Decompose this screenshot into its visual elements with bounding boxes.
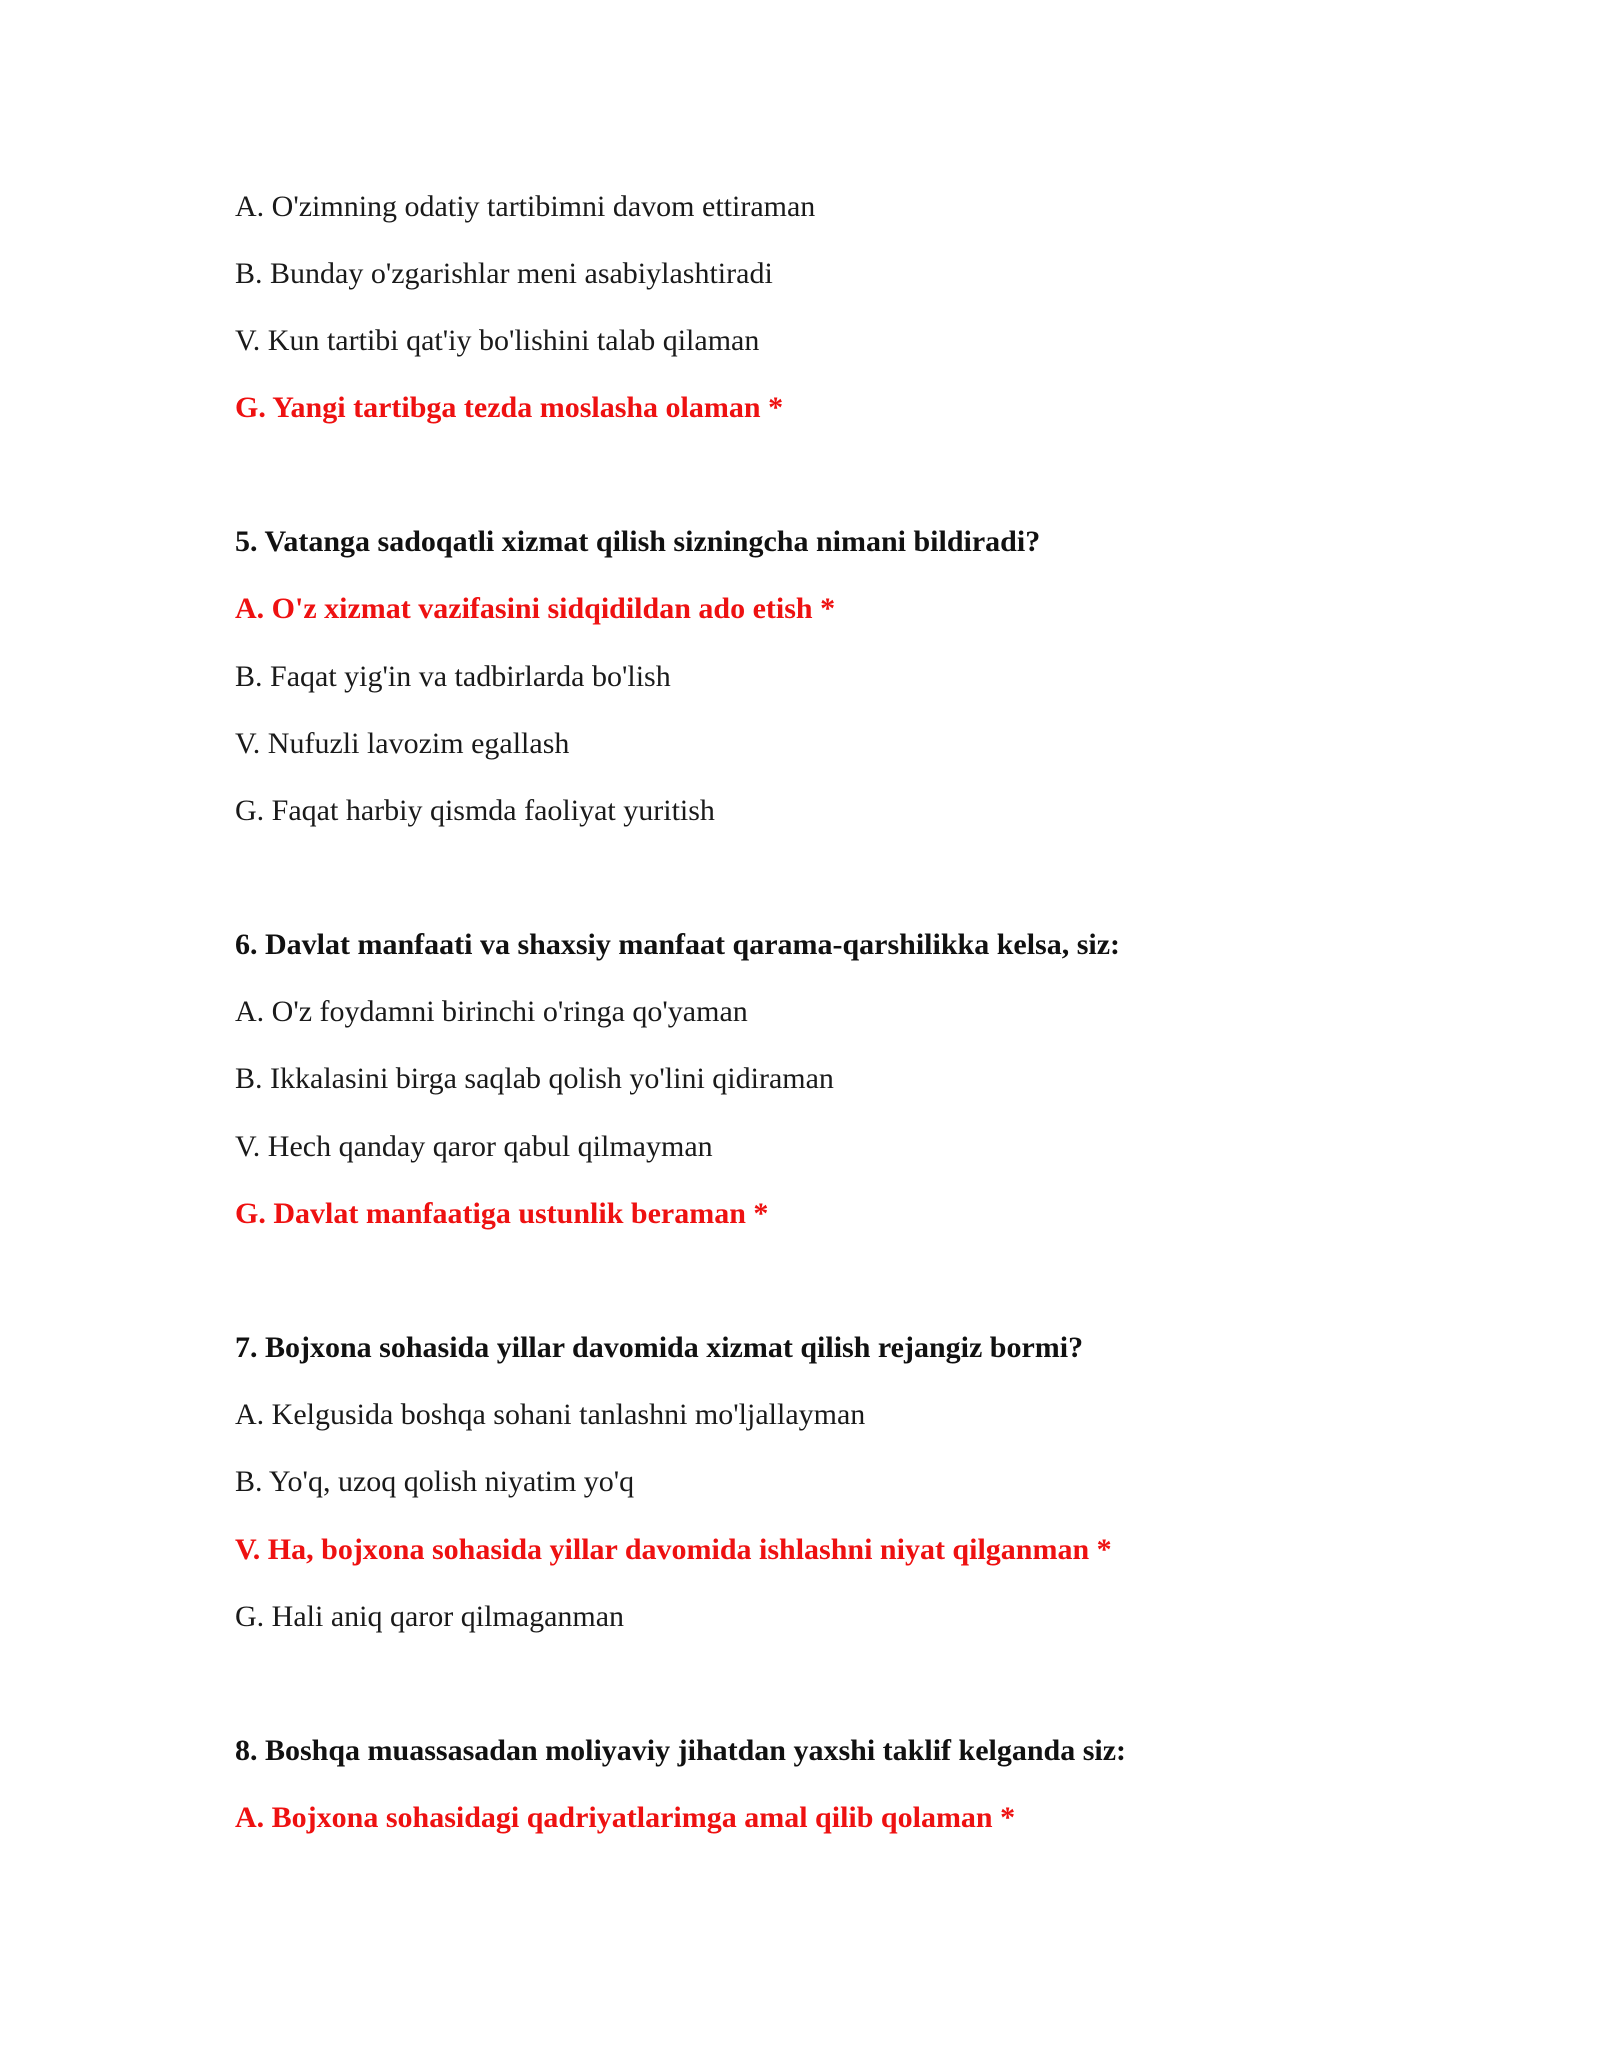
answer-option: A. Kelgusida boshqa sohani tanlashni mo'ljallayman xyxy=(235,1398,866,1431)
answer-option: V. Kun tartibi qat'iy bo'lishini talab qilaman xyxy=(235,324,760,357)
correct-answer-option: G. Davlat manfaatiga ustunlik beraman * xyxy=(235,1197,769,1230)
answer-option: G. Faqat harbiy qismda faoliyat yuritish xyxy=(235,794,715,827)
question-title: 8. Boshqa muassasadan moliyaviy jihatdan yaxshi taklif kelganda siz: xyxy=(235,1734,1127,1767)
correct-answer-option: A. Bojxona sohasidagi qadriyatlarimga amal qilib qolaman * xyxy=(235,1801,1016,1834)
answer-option: B. Faqat yig'in va tadbirlarda bo'lish xyxy=(235,660,671,693)
correct-answer-option: A. O'z xizmat vazifasini sidqidildan ado etish * xyxy=(235,592,836,625)
answer-option: A. O'z foydamni birinchi o'ringa qo'yaman xyxy=(235,995,748,1028)
answer-option: B. Yo'q, uzoq qolish niyatim yo'q xyxy=(235,1465,635,1498)
answer-option: G. Hali aniq qaror qilmaganman xyxy=(235,1600,625,1633)
answer-option: V. Hech qanday qaror qabul qilmayman xyxy=(235,1130,713,1163)
question-title: 5. Vatanga sadoqatli xizmat qilish sizningcha nimani bildiradi? xyxy=(235,525,1041,558)
answer-option: V. Nufuzli lavozim egallash xyxy=(235,727,570,760)
answer-option: B. Bunday o'zgarishlar meni asabiylashtiradi xyxy=(235,257,773,290)
answer-option: B. Ikkalasini birga saqlab qolish yo'lini qidiraman xyxy=(235,1062,834,1095)
answer-option: A. O'zimning odatiy tartibimni davom ettiraman xyxy=(235,190,816,223)
question-title: 7. Bojxona sohasida yillar davomida xizmat qilish rejangiz bormi? xyxy=(235,1331,1084,1364)
correct-answer-option: G. Yangi tartibga tezda moslasha olaman * xyxy=(235,391,784,424)
question-title: 6. Davlat manfaati va shaxsiy manfaat qarama-qarshilikka kelsa, siz: xyxy=(235,928,1121,961)
correct-answer-option: V. Ha, bojxona sohasida yillar davomida ishlashni niyat qilganman * xyxy=(235,1533,1112,1566)
